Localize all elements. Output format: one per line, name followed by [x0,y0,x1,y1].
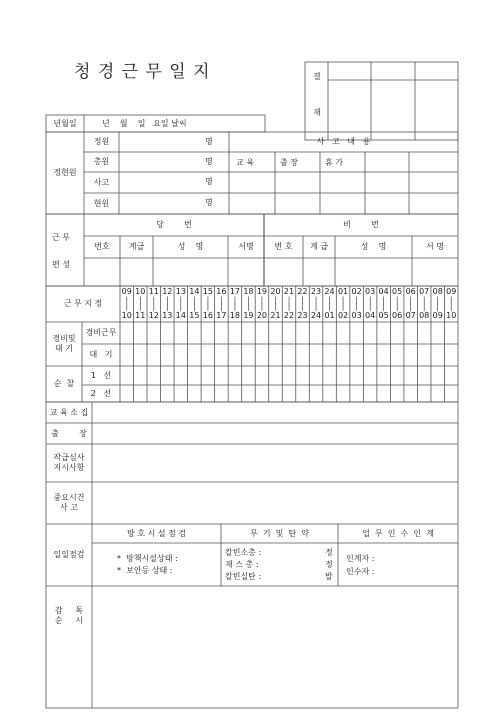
hour-to-label: 01 [324,311,335,320]
hour-to-label: 23 [297,311,308,320]
hour-separator: | | [166,296,169,311]
page-title: 청 경 근 무 일 지 [74,62,211,82]
hour-separator: | | [206,296,210,311]
patrol-line-1: 1 선 [90,370,112,380]
hour-separator: | | [287,296,291,311]
patrol-label: 순 찰 [53,379,75,388]
hour-separator: | | [125,296,128,311]
hour-to-label: 04 [365,311,376,320]
hour-from-label: 05 [392,287,403,296]
headcount-row-label: 사고 [93,177,110,187]
hour-separator: | | [301,296,304,311]
shift-label: 근 무 지 정 [63,299,103,308]
hour-to-label: 10 [121,311,132,320]
guard-label: 경비및 대 기 [52,334,76,353]
hour-from-label: 01 [337,287,349,296]
hour-separator: | | [355,296,358,311]
handover-header: 업 무 인 수 인 계 [362,528,434,538]
approval-label-1: 결 [313,72,321,81]
hour-to-label: 22 [283,311,295,320]
security-light-status: * 보안등 상태 : [117,566,173,575]
hour-from-label: 20 [270,287,281,296]
hour-separator: | | [409,296,412,311]
weapons-header: 무 기 및 탄 약 [250,528,309,538]
hour-from-label: 24 [324,287,335,296]
headcount-label: 정현원 [53,168,77,177]
hour-separator: | | [233,296,237,311]
assignment-label-2: 편 성 [52,260,70,269]
hour-separator: | | [328,296,331,311]
guard-duty-label: 경비근무 [85,328,117,337]
hour-separator: | | [193,296,196,311]
hour-to-label: 17 [216,311,227,320]
hour-from-label: 12 [162,287,173,296]
facility-check-header: 방 호 시 설 점 검 [126,528,187,538]
hour-from-label: 21 [283,287,295,296]
duty-col-header: 계급 [128,242,145,251]
hour-to-label: 05 [378,311,389,320]
hour-from-label: 15 [202,287,213,296]
incident-type-trip: 출 장 [280,158,298,167]
hour-from-label: 11 [148,287,159,296]
hour-to-label: 18 [229,311,240,320]
hour-to-label: 13 [162,311,173,320]
hour-from-label: 10 [135,287,146,296]
headcount-row-unit: 명 [205,157,213,166]
off-duty-col-header: 서 명 [426,242,444,251]
hour-separator: | | [436,296,439,311]
hour-to-label: 20 [256,311,268,320]
hour-to-label: 07 [405,311,416,320]
hour-to-label: 11 [135,311,146,320]
hour-separator: | | [368,296,372,311]
hour-to-label: 21 [270,311,281,320]
hour-separator: | | [395,296,399,311]
hour-from-label: 23 [310,287,322,296]
hour-separator: | | [152,296,155,311]
duty-col-header: 서명 [238,242,254,251]
hour-to-label: 06 [392,311,403,320]
hour-separator: | | [220,296,223,311]
headcount-row-unit: 명 [205,177,213,186]
headcount-row-label: 정원 [93,137,110,146]
hour-from-label: 08 [432,287,443,296]
off-duty-col-header: 계 급 [310,242,328,251]
hour-separator: | | [274,296,277,311]
hour-to-label: 16 [202,311,213,320]
duty-col-header: 번호 [94,242,110,251]
hour-separator: | | [423,296,426,311]
hour-separator: | | [341,296,345,311]
hour-separator: | | [179,296,183,311]
date-label: 년월일 [53,118,77,128]
handover-receiver: 인수자 : [346,567,375,576]
hour-to-label: 03 [351,311,362,320]
hour-from-label: 07 [419,287,430,296]
fence-status: * 방책시설상태 : [117,554,178,563]
hour-separator: | | [450,296,453,311]
patrol-line-2: 2 선 [90,388,112,398]
supervision-label: 감 독 순 시 [54,606,84,625]
hour-from-label: 09 [121,287,132,296]
hour-separator: | | [314,296,318,311]
incident-type-education: 교 육 [236,158,254,167]
weapon-label: 재 스 총 : [225,560,259,569]
daily-check-label: 일일점검 [53,550,85,559]
hour-to-label: 09 [432,311,443,320]
hour-from-label: 04 [378,287,389,296]
weapon-unit: 발 [325,572,333,581]
incident-type-leave: 휴 가 [325,158,343,167]
standby-label: 대 기 [89,350,113,359]
trip-label: 출 장 [51,428,87,438]
duty-header: 당 번 [156,220,192,229]
hour-from-label: 16 [216,287,227,296]
instructions-label: 작급심사 지시사항 [53,453,85,472]
hour-to-label: 15 [189,311,200,320]
hour-to-label: 10 [446,311,457,320]
training-label: 교 육 소 집 [49,407,89,417]
headcount-row-label: 총원 [93,157,110,166]
weapon-label: 칼빈소총 : [225,548,262,557]
approval-label-2: 재 [313,108,321,117]
off-duty-col-header: 성 명 [360,242,387,251]
hour-separator: | | [247,296,250,311]
hour-from-label: 02 [351,287,362,296]
hour-to-label: 14 [175,311,186,320]
hour-from-label: 13 [175,287,186,296]
hour-to-label: 08 [419,311,430,320]
date-field[interactable]: 년 월 일 요일 날씨 [102,119,187,128]
hour-to-label: 19 [243,311,254,320]
headcount-row-unit: 명 [205,137,213,146]
handover-giver: 인계자 : [346,554,375,563]
weapon-unit: 정 [325,560,333,569]
weapon-unit: 정 [325,548,333,557]
hour-to-label: 24 [310,311,322,320]
headcount-row-label: 현원 [93,198,110,208]
hour-from-label: 06 [405,287,416,296]
weapon-label: 칼빈실탄 : [225,572,262,581]
hour-from-label: 22 [297,287,308,296]
hour-to-label: 02 [337,311,349,320]
assignment-label-1: 근 무 [52,233,70,242]
hour-from-label: 03 [365,287,376,296]
hour-from-label: 09 [446,287,457,296]
hour-separator: | | [139,296,142,311]
hour-from-label: 14 [189,287,200,296]
hour-from-label: 19 [256,287,268,296]
hour-separator: | | [382,296,385,311]
incident-header: 사 고 내 용 [316,137,371,146]
hour-from-label: 17 [229,287,240,296]
hour-from-label: 18 [243,287,254,296]
headcount-row-unit: 명 [205,198,213,207]
hour-separator: | | [260,296,264,311]
hour-to-label: 12 [148,311,159,320]
duty-col-header: 성 명 [177,242,204,251]
off-duty-col-header: 번 호 [274,242,293,251]
off-duty-header: 비 번 [343,220,379,229]
important-incident-label: 중요시건 사 고 [53,493,85,512]
